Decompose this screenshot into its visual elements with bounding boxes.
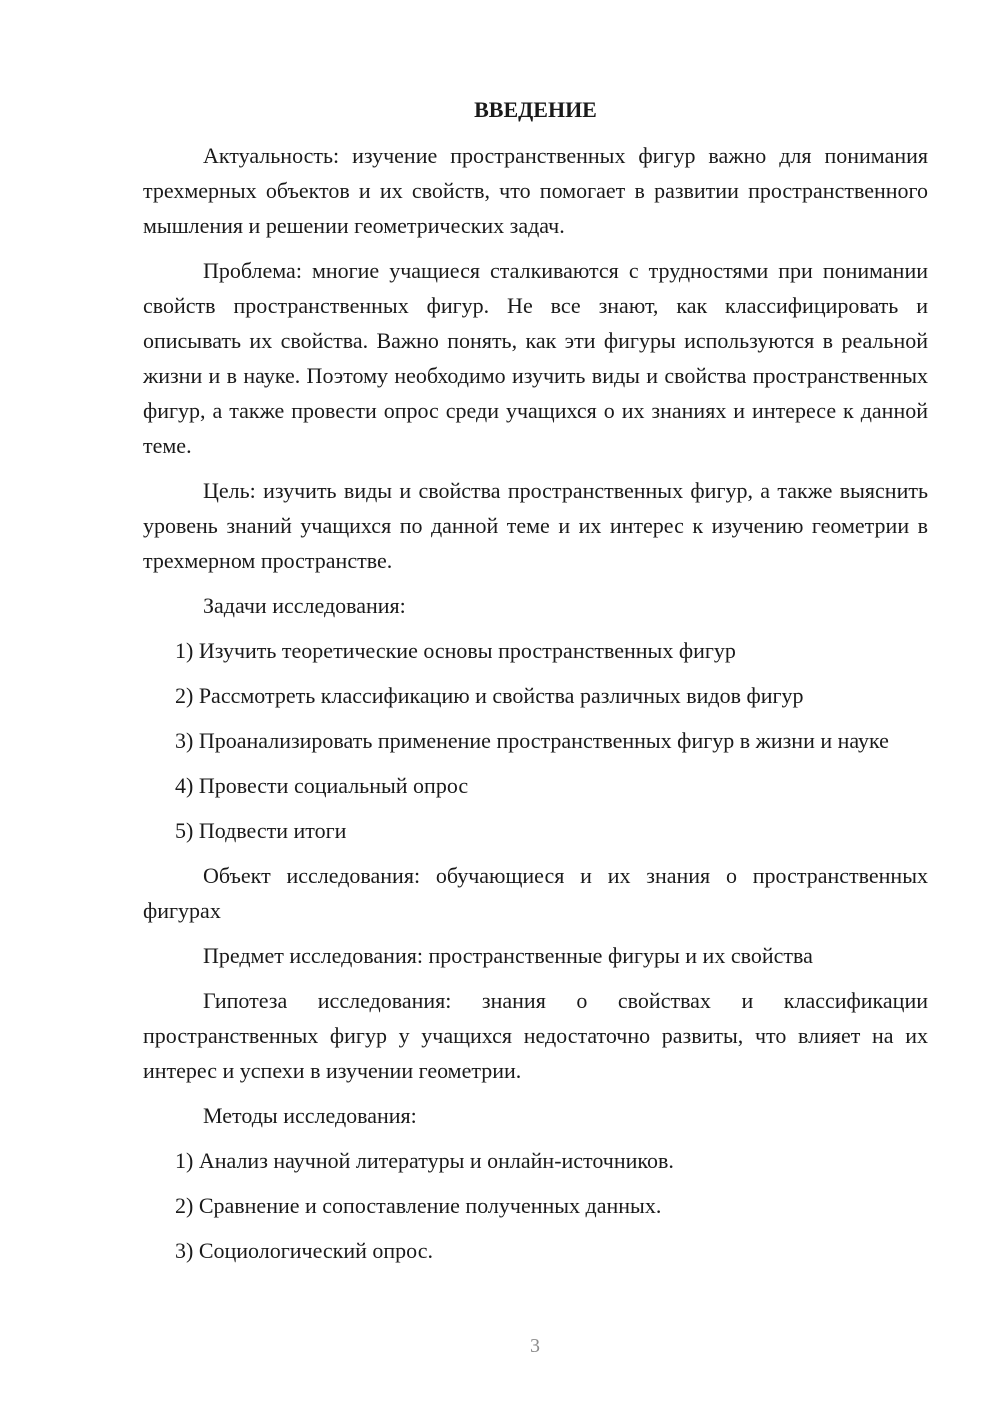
task-item-3: 3) Проанализировать применение пространственных фигур в жизни и науке — [175, 728, 889, 753]
method-item-1: 1) Анализ научной литературы и онлайн-источников. — [175, 1148, 674, 1173]
task-item-2: 2) Рассмотреть классификацию и свойства различных видов фигур — [175, 683, 804, 708]
page-content — [143, 92, 928, 1278]
method-item-2: 2) Сравнение и сопоставление полученных данных. — [175, 1193, 662, 1218]
task-item-1: 1) Изучить теоретические основы пространственных фигур — [175, 638, 736, 663]
relevance-paragraph: Актуальность: изучение пространственных фигур важно для понимания трехмерных объектов и их свойств, что помогает в развитии пространственного мышления и решении геометрических задач. — [143, 143, 928, 238]
problem-paragraph: Проблема: многие учащиеся сталкиваются с трудностями при понимании свойств пространственных фигур. Не все знают, как классифицировать и описывать их свойства. Важно понять, как эти фигуры используются в реальной жизни и в науке. Поэтому необходимо изучить виды и свойства пространственных фигур, а также провести опрос среди учащихся о их знаниях и интересе к данной теме. — [143, 258, 928, 458]
tasks-title: Задачи исследования: — [203, 593, 406, 618]
subject-paragraph: Предмет исследования: пространственные фигуры и их свойства — [203, 943, 813, 968]
object-paragraph: Объект исследования: обучающиеся и их знания о пространственных фигурах — [143, 863, 928, 923]
task-item-4: 4) Провести социальный опрос — [175, 773, 469, 798]
hypothesis-paragraph: Гипотеза исследования: знания о свойствах и классификации пространственных фигур у учащихся недостаточно развиты, что влияет на их интерес и успехи в изучении геометрии. — [143, 988, 928, 1083]
goal-paragraph: Цель: изучить виды и свойства пространственных фигур, а также выяснить уровень знаний учащихся по данной теме и их интерес к изучению геометрии в трехмерном пространстве. — [143, 478, 928, 573]
methods-title: Методы исследования: — [203, 1103, 417, 1128]
method-item-3: 3) Социологический опрос. — [175, 1238, 433, 1263]
page-number: 3 — [530, 1335, 540, 1357]
task-item-5: 5) Подвести итоги — [175, 818, 347, 843]
page-heading: ВВЕДЕНИЕ — [474, 97, 597, 122]
